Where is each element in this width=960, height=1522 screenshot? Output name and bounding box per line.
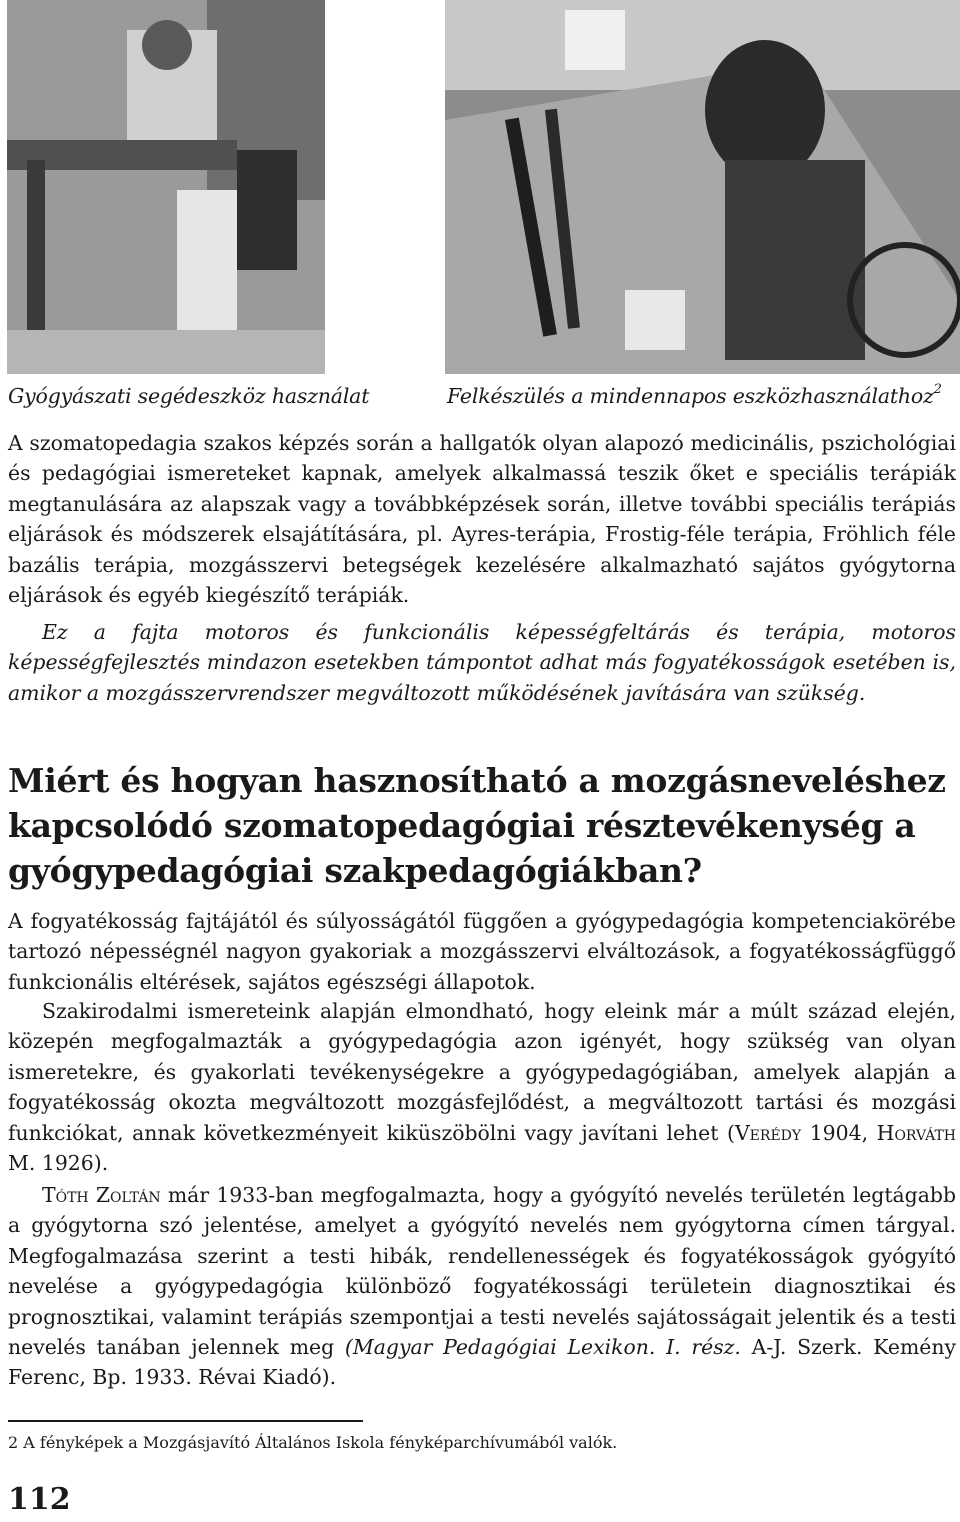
section-heading: Miért és hogyan hasznosítható a mozgásneveléshez kapcsolódó szomatopedagógiai résztevékenység a gyógypedagógiai szakpedagógiákban? xyxy=(8,761,946,890)
citation-author-toth: Tóth Zoltán xyxy=(42,1183,161,1207)
page-number: 112 xyxy=(8,1482,71,1517)
photo-woman-at-workbench xyxy=(445,0,960,374)
intro-paragraph-2: Ez a fajta motoros és funkcionális képességfeltárás és terápia, motoros képességfejlesztés mindazon esetekben támpontot adhat más fogyatékosságok esetében is, amikor a mozgásszervrendszer megváltozott működésének javítására van szükség. xyxy=(8,620,956,705)
section-paragraph-1: A fogyatékosság fajtájától és súlyosságától függően a gyógypedagógia kompetenciakörébe tartozó népességnél nagyon gyakoriak a mozgásszervi elváltozások, a fogyatékosságfüggő funkcionális eltérések, sajátos egészségi állapotok. xyxy=(8,909,956,994)
intro-paragraph-1: A szomatopedagia szakos képzés során a hallgatók olyan alapozó medicinális, pszichológiai és pedagógiai ismereteket kapnak, amelyek alkalmassá teszik őket e speciális terápiák megtanulására az alapszak vagy a továbbképzések során, illetve további speciális terápiás eljárások és módszerek elsajátítására, pl. Ayres-terápia, Frostig-féle terápia, Fröhlich féle bazális terápia, mozgásszervi betegségek kezelésére alkalmazható sajátos gyógytorna eljárások és egyéb kiegészítő terápiák. xyxy=(8,431,956,608)
citation-author-veredy: Verédy xyxy=(734,1120,802,1145)
lexicon-reference-details: A-J. Szerk. Kemény Ferenc, Bp. 1933. Révai Kiadó). xyxy=(8,1335,956,1390)
citation-year-1904: 1904, xyxy=(801,1120,877,1145)
photo-caption-right-text: Felkészülés a mindennapos eszközhasználathoz xyxy=(447,384,934,408)
citation-tail: M. 1926). xyxy=(8,1151,109,1176)
photo-caption-left: Gyógyászati segédeszköz használat xyxy=(8,384,370,408)
section-paragraph-2 xyxy=(8,996,956,1178)
citation-author-horvath: Horváth xyxy=(876,1120,957,1145)
footnote-divider xyxy=(8,1420,363,1422)
photo-boy-standing-frame xyxy=(7,0,325,374)
footnote: 2 A fényképek a Mozgásjavító Általános Iskola fényképarchívumából valók. xyxy=(8,1433,618,1452)
lexicon-reference-title: (Magyar Pedagógiai Lexikon. I. rész. xyxy=(344,1335,741,1360)
paragraph-3-text: már 1933-ban megfogalmazta, hogy a gyógyító nevelés területén legtágabb a gyógytorna szó jelentése, amelyet a gyógyító nevelés nem gyógytorna címen tárgyal. Megfogalmazása szerint a testi hibák, rendellenességek és fogyatékosságok gyógyító nevelése a gyógypedagógia különböző fogyatékossági területein diagnosztikai és prognosztikai, valamint terápiás szempontjai a testi nevelés sajátosságait jelentik és a testi nevelés tanában jelennek meg xyxy=(8,1183,956,1360)
paragraph-2-text: Szakirodalmi ismereteink alapján elmondható, hogy eleink már a múlt század elején, közepén megfogalmazták a gyógypedagógia azon igényét, hogy szükség van olyan ismeretekre, és gyakorlati tevékenységekre a gyógypedagógiában, amelyek alapján a fogyatékosság okozta megváltozott mozgásfejlődést, a megváltozott tartási és mozgási funkciókat, annak következményeit kiküszöbölni vagy javítani lehet ( xyxy=(8,999,956,1145)
section-paragraph-3 xyxy=(8,1180,956,1393)
footnote-reference: 2 xyxy=(933,382,942,397)
photo-caption-right xyxy=(447,384,942,408)
